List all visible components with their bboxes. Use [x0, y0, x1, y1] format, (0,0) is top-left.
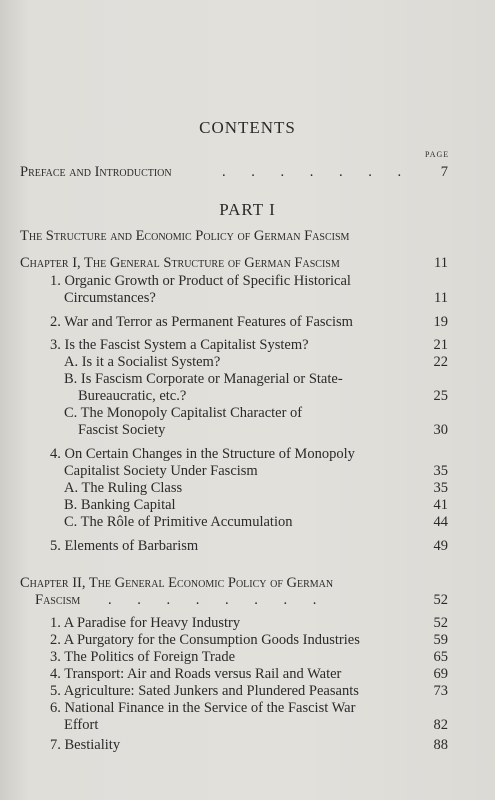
- ch1-entry-3a-page: 22: [433, 354, 448, 370]
- ch1-entry-3c-page: 30: [433, 422, 448, 438]
- ch2-entry-3-page: 65: [433, 649, 448, 665]
- chapter2-title-line1: Chapter II, The General Economic Policy of German: [20, 575, 334, 591]
- ch1-entry-4-line1: 4. On Certain Changes in the Structure of Monopoly: [50, 446, 355, 462]
- ch1-entry-1-line2: Circumstances?: [64, 290, 156, 306]
- ch2-entry-3: 3. The Politics of Foreign Trade: [50, 649, 236, 665]
- ch1-entry-3c-line2: Fascist Society: [78, 422, 166, 438]
- ch1-entry-4c: C. The Rôle of Primitive Accumulation: [64, 514, 293, 530]
- ch1-entry-3: 3. Is the Fascist System a Capitalist System?: [50, 337, 309, 353]
- chapter2-dots: . . . . . . . .: [108, 592, 328, 608]
- ch1-entry-3b-page: 25: [433, 388, 448, 404]
- ch1-entry-2: 2. War and Terror as Permanent Features of Fascism: [50, 314, 353, 330]
- ch1-entry-3c-line1: C. The Monopoly Capitalist Character of: [64, 405, 303, 421]
- ch1-entry-5-page: 49: [433, 538, 448, 554]
- ch1-entry-4b: B. Banking Capital: [64, 497, 176, 513]
- ch2-entry-4: 4. Transport: Air and Roads versus Rail and Water: [50, 666, 342, 682]
- ch2-entry-7: 7. Bestiality: [50, 737, 121, 753]
- preface-dots: . . . . . . .: [222, 164, 413, 180]
- ch1-entry-5: 5. Elements of Barbarism: [50, 538, 199, 554]
- ch1-entry-3a: A. Is it a Socialist System?: [64, 354, 221, 370]
- chapter2-title-line2: Fascism: [35, 592, 81, 608]
- chapter1-title: Chapter I, The General Structure of German Fascism: [20, 255, 340, 271]
- ch2-entry-6-line2: Effort: [64, 717, 99, 733]
- ch2-entry-2: 2. A Purgatory for the Consumption Goods Industries: [50, 632, 360, 648]
- ch2-entry-6-page: 82: [433, 717, 448, 733]
- ch1-entry-4a: A. The Ruling Class: [64, 480, 183, 496]
- ch2-entry-4-page: 69: [433, 666, 448, 682]
- ch2-entry-2-page: 59: [433, 632, 448, 648]
- ch2-entry-7-page: 88: [433, 737, 448, 753]
- ch2-entry-5-page: 73: [433, 683, 448, 699]
- contents-title: CONTENTS: [199, 118, 296, 137]
- ch1-entry-3b-line2: Bureaucratic, etc.?: [78, 388, 187, 404]
- part-subtitle: The Structure and Economic Policy of German Fascism: [20, 228, 350, 244]
- ch1-entry-4b-page: 41: [433, 497, 448, 513]
- ch1-entry-1-line1: 1. Organic Growth or Product of Specific Historical: [50, 273, 351, 289]
- ch1-entry-1-page: 11: [434, 290, 448, 306]
- ch1-entry-4c-page: 44: [433, 514, 448, 530]
- ch1-entry-3b-line1: B. Is Fascism Corporate or Managerial or State-: [64, 371, 343, 387]
- page-column-header: PAGE: [425, 150, 450, 159]
- chapter1-page: 11: [434, 255, 448, 271]
- preface-page: 7: [440, 164, 448, 180]
- ch1-entry-4-page: 35: [433, 463, 448, 479]
- chapter2-page: 52: [433, 592, 448, 608]
- part-title: PART I: [219, 200, 276, 219]
- ch2-entry-5: 5. Agriculture: Sated Junkers and Plundered Peasants: [50, 683, 359, 699]
- ch2-entry-1-page: 52: [433, 615, 448, 631]
- ch2-entry-6-line1: 6. National Finance in the Service of the Fascist War: [50, 700, 356, 716]
- ch1-entry-4-line2: Capitalist Society Under Fascism: [64, 463, 258, 479]
- ch1-entry-3-page: 21: [433, 337, 448, 353]
- ch1-entry-2-page: 19: [433, 314, 448, 330]
- ch2-entry-1: 1. A Paradise for Heavy Industry: [50, 615, 241, 631]
- preface-label: Preface and Introduction: [20, 164, 172, 180]
- ch1-entry-4a-page: 35: [433, 480, 448, 496]
